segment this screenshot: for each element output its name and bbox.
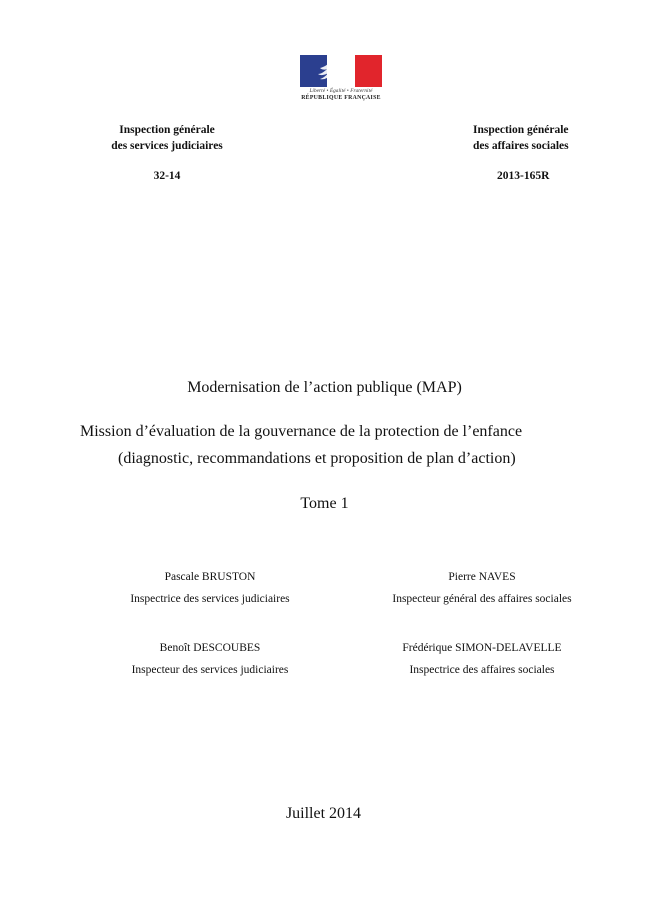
author-role: Inspecteur des services judiciaires [131,664,289,676]
header-left-line2: des services judiciaires [111,140,223,152]
header-right-code [417,168,637,184]
header-right-line2-text: des affaires sociales [473,140,569,152]
header-right-line1 [417,122,637,138]
report-title: Mission d’évaluation de la gouvernance de la protection de l’enfance [80,423,523,440]
publication-date: Juillet 2014 [285,805,362,822]
republique-francaise-logo [300,55,382,105]
report-series-title: Modernisation de l’action publique (MAP) [187,379,462,396]
author-role: Inspectrice des services judiciaires [130,593,290,605]
marianne-flag-icon [300,55,382,87]
logo-motto: Liberté • Égalité • Fraternité [309,88,373,94]
author-name: Pascale BRUSTON [164,571,256,583]
author-role: Inspecteur général des affaires sociales [392,593,572,605]
author-name: Benoît DESCOUBES [159,642,261,654]
logo-republique-francaise: RÉPUBLIQUE FRANÇAISE [301,95,381,101]
header-left-line1: Inspection générale [119,124,215,136]
tome-label: Tome 1 [300,495,349,512]
author-role: Inspectrice des affaires sociales [409,664,555,676]
report-subtitle: (diagnostic, recommandations et proposition de plan d’action) [118,450,516,467]
header-left-code: 32-14 [153,170,181,182]
author-name: Frédérique SIMON-DELAVELLE [402,642,562,654]
header-right-line1-text: Inspection générale [473,124,569,136]
author-name: Pierre NAVES [448,571,516,583]
header-right-code-text: 2013-165R [497,170,550,182]
header-right-line2 [417,138,637,154]
